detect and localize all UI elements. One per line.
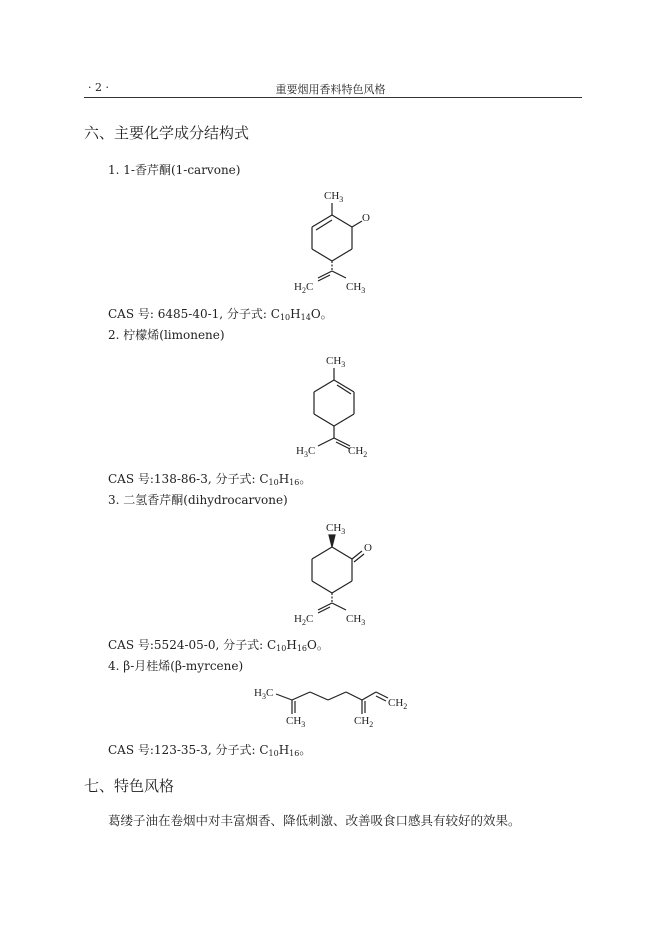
limonene-h3c-label: $H_3C$ [296, 445, 316, 459]
carvone-o-label: O [362, 212, 370, 224]
section-7-title: 七、特色风格 [84, 777, 175, 795]
compound-1-cas: CAS 号: 6485-40-1, 分子式: $C_{10}H_{14}O$。 [108, 307, 333, 322]
dihydrocarvone-ch3-bottom-label: $CH_3$ [346, 613, 366, 627]
limonene-ch3-label: $CH_3$ [326, 355, 346, 369]
dihydrocarvone-ch3-label: $CH_3$ [326, 522, 346, 536]
dihydrocarvone-structure [280, 515, 390, 627]
running-title: 重要烟用香料特色风格 [275, 83, 386, 96]
myrcene-ch3-label: $CH_3$ [286, 715, 306, 729]
myrcene-structure [250, 680, 420, 732]
compound-3-heading: 3. 二氢香芹酮(dihydrocarvone) [108, 493, 288, 507]
compound-1-heading: 1. 1-香芹酮(1-carvone) [108, 163, 241, 177]
dihydrocarvone-o-label: O [364, 542, 372, 554]
compound-4-heading: 4. β-月桂烯(β-myrcene) [108, 659, 244, 673]
compound-3-cas: CAS 号:5524-05-0, 分子式: $C_{10}H_{16}O$。 [108, 638, 329, 653]
dihydrocarvone-h2c-label: $H_2C$ [294, 613, 314, 627]
compound-2-cas: CAS 号:138-86-3, 分子式: $C_{10}H_{16}$。 [108, 472, 312, 487]
myrcene-h3c-label: $H_3C$ [254, 687, 274, 701]
carvone-ch3-label: $CH_3$ [324, 190, 344, 204]
limonene-ch2-label: $CH_2$ [348, 445, 368, 459]
compound-2-heading: 2. 柠檬烯(limonene) [108, 328, 225, 342]
compound-4-cas: CAS 号:123-35-3, 分子式: $C_{10}H_{16}$。 [108, 743, 312, 758]
section-7-paragraph: 葛缕子油在卷烟中对丰富烟香、降低刺激、改善吸食口感具有较好的效果。 [108, 813, 521, 828]
carvone-ch3-bottom-label: $CH_3$ [346, 281, 366, 293]
carvone-structure [280, 183, 390, 293]
carvone-h2c-label: $H_2C$ [294, 281, 314, 293]
header-rule [84, 97, 582, 98]
myrcene-ch2-bottom-label: $CH_2$ [354, 715, 374, 729]
section-6-title: 六、主要化学成分结构式 [84, 124, 250, 142]
myrcene-ch2-right-label: $CH_2$ [388, 697, 408, 711]
limonene-structure [280, 352, 390, 464]
page-number: · 2 · [88, 81, 109, 94]
